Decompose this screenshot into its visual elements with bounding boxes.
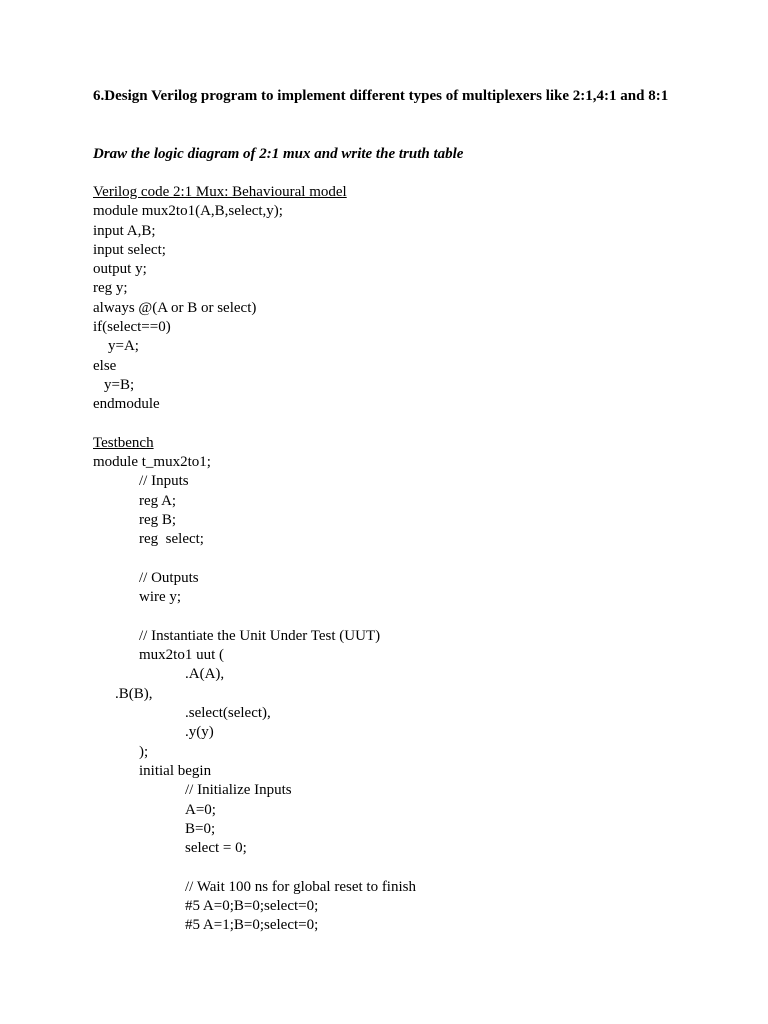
code-line: y=A; bbox=[108, 338, 139, 355]
code-line: select = 0; bbox=[185, 840, 247, 857]
code-line: A=0; bbox=[185, 801, 216, 818]
testbench-section-title: Testbench bbox=[93, 434, 154, 451]
code-line: if(select==0) bbox=[93, 319, 171, 336]
code-line: input A,B; bbox=[93, 222, 156, 239]
code-line: .select(select), bbox=[185, 705, 271, 722]
code-line: .A(A), bbox=[185, 666, 225, 683]
code-line: // Inputs bbox=[139, 473, 189, 490]
code-line: mux2to1 uut ( bbox=[139, 647, 224, 664]
code-line: // Instantiate the Unit Under Test (UUT) bbox=[139, 627, 381, 644]
code-line: ); bbox=[139, 743, 149, 760]
code-line: .B(B), bbox=[115, 685, 153, 702]
blank-line bbox=[93, 550, 733, 569]
blank-line bbox=[93, 608, 733, 627]
code-line: initial begin bbox=[139, 762, 212, 779]
code-line: wire y; bbox=[139, 589, 182, 606]
code-line: // Wait 100 ns for global reset to finish bbox=[185, 878, 416, 895]
code-line: always @(A or B or select) bbox=[93, 299, 257, 316]
code-line: endmodule bbox=[93, 396, 160, 413]
code-line: output y; bbox=[93, 261, 147, 278]
code-line: reg A; bbox=[139, 492, 177, 509]
code-line: y=B; bbox=[104, 376, 135, 393]
code-line: #5 A=1;B=0;select=0; bbox=[185, 917, 319, 934]
code-line: input select; bbox=[93, 241, 166, 258]
code-line: .y(y) bbox=[185, 724, 214, 741]
code-line: reg B; bbox=[139, 512, 177, 529]
blank-line bbox=[93, 415, 733, 434]
code-line: reg select; bbox=[139, 531, 204, 548]
code-line: reg y; bbox=[93, 280, 128, 297]
code-line: // Outputs bbox=[139, 569, 199, 586]
code-line: // Initialize Inputs bbox=[185, 782, 292, 799]
code-line: module mux2to1(A,B,select,y); bbox=[93, 203, 283, 220]
instruction-subheading: Draw the logic diagram of 2:1 mux and write the truth table bbox=[93, 146, 464, 162]
code-line: #5 A=0;B=0;select=0; bbox=[185, 897, 319, 914]
code-line: else bbox=[93, 357, 117, 374]
blank-line bbox=[93, 858, 733, 877]
experiment-heading: 6.Design Verilog program to implement different types of multiplexers like 2:1,4:1 and 8:1 bbox=[93, 88, 669, 104]
code-listing bbox=[93, 183, 733, 936]
code-line: B=0; bbox=[185, 820, 216, 837]
code-line: module t_mux2to1; bbox=[93, 454, 211, 471]
behavioural-section-title: Verilog code 2:1 Mux: Behavioural model bbox=[93, 184, 347, 200]
